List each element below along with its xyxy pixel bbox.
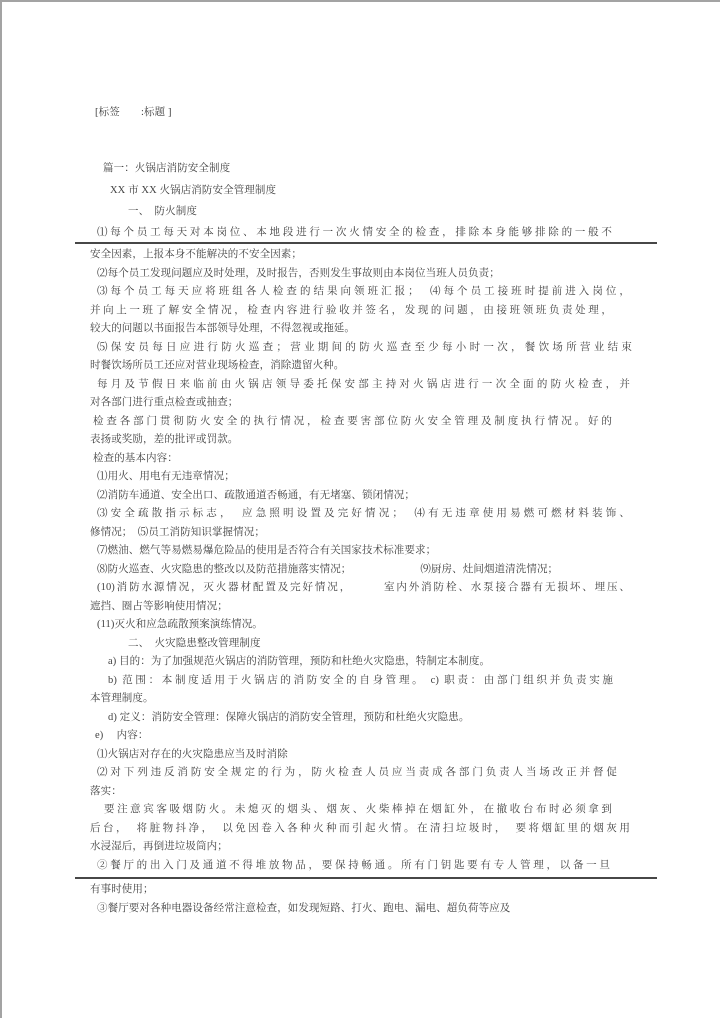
- text-line: ②餐厅的出入门及通道不得堆放物品，要保持畅通。所有门钥匙要有专人管理，以备一旦: [97, 859, 610, 871]
- text-line: 较大的问题以书面报告本部领导处理，不得忽视或拖延。: [90, 323, 355, 334]
- text-line: (11)灭火和应急疏散预案演练情况。: [97, 619, 263, 630]
- text-line: 遮挡、圈占等影响使用情况；: [90, 600, 228, 612]
- text-line: 检查各部门贯彻防火安全的执行情况，检查要害部位防火安全管理及制度执行情况。好的: [93, 415, 612, 427]
- text-line: 修情况； ⑸员工消防知识掌握情况；: [90, 526, 265, 538]
- text-line: 对各部门进行重点检查或抽查；: [90, 397, 239, 408]
- text-line: ⑴每个员工每天对本岗位、本地段进行一次火情安全的检查，排除本身能够排除的一般不: [97, 227, 612, 238]
- text-line: e) 内容：: [95, 730, 149, 741]
- text-line: b) 范围：本制度适用于火锅店的消防安全的自身管理。 c) 职责：由部门组织并负责实施: [108, 674, 613, 686]
- text-line: ⑸保安员每日应进行防火巡查；营业期间的防火巡查至少每小时一次，餐饮场所营业结束: [97, 341, 632, 353]
- text-line: ⑻防火巡查、火灾隐患的整改以及防范措施落实情况； ⑼厨房、灶间烟道清洗情况；: [97, 563, 559, 575]
- page-top-border: [0, 0, 720, 2]
- text-line: ③餐厅要对各种电器设备经常注意检查，如发现短路、打火、跑电、漏电、超负荷等应及: [97, 902, 511, 914]
- text-line: 并向上一班了解安全情况，检查内容进行验收并签名，发现的问题，由接班领班负责处理，: [90, 304, 612, 316]
- page-divider-line: [75, 242, 657, 244]
- text-line: ⑺燃油、燃气等易燃易爆危险品的使用是否符合有关国家技术标准要求；: [97, 545, 437, 556]
- text-line: ⑶每个员工每天应将班组各人检查的结果向领班汇报； ⑷每个员工接班时提前进入岗位，: [97, 286, 630, 297]
- text-line: ⑶安全疏散指示标志， 应急照明设置及完好情况； ⑷有无违章使用易燃可燃材料装饰、: [97, 508, 630, 519]
- text-line: 有事时使用；: [90, 884, 154, 895]
- text-line: ⑴火锅店对存在的火灾隐患应当及时消除: [97, 748, 288, 760]
- text-line: ⑵每个员工发现问题应及时处理，及时报告，否则发生事故则由本岗位当班人员负责；: [97, 267, 500, 279]
- text-line: 水浸湿后，再倒进垃圾筒内；: [90, 841, 228, 852]
- text-line: 要注意宾客吸烟防火。未熄灭的烟头、烟灰、火柴棒掉在烟缸外，在撤收台布时必须拿到: [104, 804, 612, 815]
- text-line: ⑵对下列违反消防安全规定的行为，防火检查人员应当责成各部门负责人当场改正并督促: [97, 767, 617, 778]
- text-line: 篇一：火锅店消防安全制度: [103, 163, 231, 174]
- text-line: 后台， 将脏物抖净， 以免因卷入各种火种而引起火情。在清扫垃圾时， 要将烟缸里的烟灰用: [90, 822, 630, 834]
- text-line: 检查的基本内容：: [93, 452, 178, 464]
- text-line: 表扬或奖励，差的批评或罚款。: [90, 434, 239, 445]
- text-line: a) 目的：为了加强规范火锅店的消防管理，预防和杜绝火灾隐患，特制定本制度。: [108, 656, 491, 667]
- text-line: 每月及节假日来临前由火锅店领导委托保安部主持对火锅店进行一次全面的防火检查，并: [97, 378, 630, 390]
- page-divider-line: [75, 877, 657, 879]
- text-line: d) 定义：消防安全管理：保障火锅店的消防安全管理，预防和杜绝火灾隐患。: [108, 711, 470, 723]
- text-line: XX 市 XX 火锅店消防安全管理制度: [110, 185, 277, 196]
- text-line: ⑵消防车通道、安全出口、疏散通道否畅通，有无堵塞、锁闭情况；: [97, 489, 415, 501]
- text-line: 本管理制度。: [90, 693, 154, 704]
- text-line: [标签 :标题 ]: [95, 107, 172, 118]
- text-line: 落实：: [90, 785, 122, 797]
- text-line: 时餐饮场所员工还应对营业现场检查，消除遗留火种。: [90, 360, 345, 371]
- text-line: 一、 防火制度: [128, 206, 197, 217]
- text-line: 安全因素，上报本身不能解决的不安全因素；: [90, 249, 302, 260]
- text-line: 二、 火灾隐患整改管理制度: [128, 637, 261, 649]
- text-line: (10)消防水源情况，灭火器材配置及完好情况， 室内外消防栓、水泵接合器有无损坏、埋压、: [97, 582, 630, 593]
- text-line: ⑴用火、用电有无违章情况；: [97, 471, 235, 482]
- page-left-border: [0, 0, 2, 1018]
